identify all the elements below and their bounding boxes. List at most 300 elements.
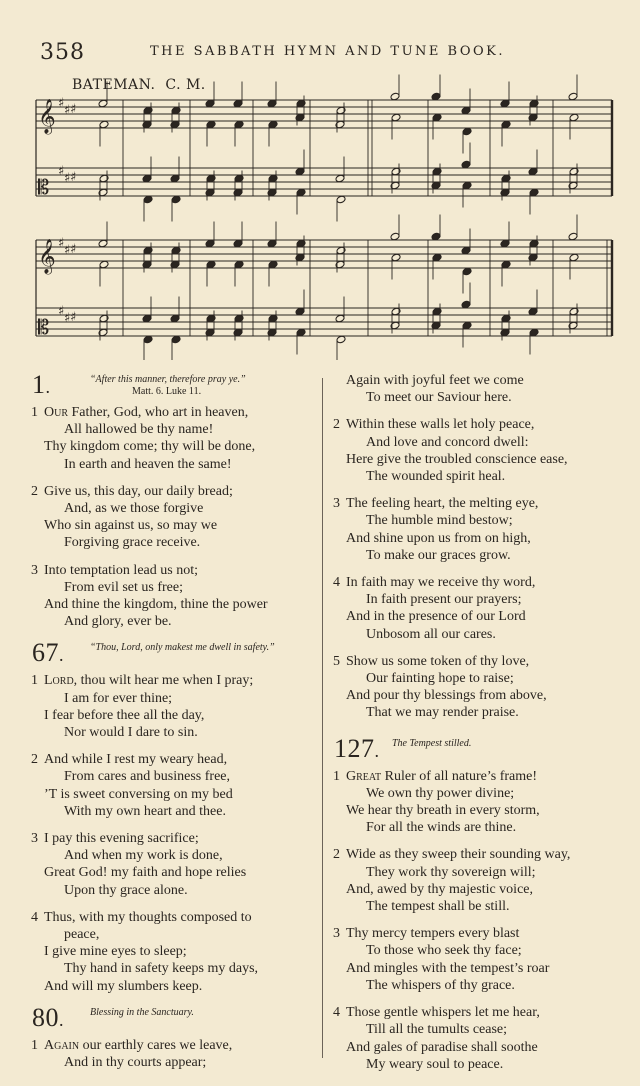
tenor-clef-icon: 𝄡 [38,175,50,199]
note-head [170,120,180,129]
note-head [170,174,180,183]
verse-text: I pay this evening sacrifice; [44,831,199,847]
verse-line [330,451,615,468]
hymn-header [28,372,320,404]
note-head [461,246,471,255]
verse-text: Wide as they sweep their sounding way, [346,847,571,863]
left-column [28,372,320,1081]
note-head [391,113,401,122]
verse-line [330,819,615,836]
music-score [0,0,640,360]
epigraph-text: Blessing in the Sanctuary. [90,1006,194,1018]
verse-text: And mingles with the tempest’s roar [346,960,550,976]
verse-line [330,704,615,721]
verse-text: And glory, ever be. [64,614,172,630]
sharp-icon: ♯ [64,243,71,258]
hymn-epigraph [90,374,246,398]
note-head [233,239,243,248]
note-head [206,174,216,183]
note-head [462,181,472,190]
verse-line [28,1037,320,1054]
verse-text: Our fainting hope to raise; [366,671,514,687]
verse-line [330,416,615,433]
verse-text: I fear before thee all the day, [44,707,205,723]
hymn-number: 1. [32,370,51,399]
verse-line [330,591,615,608]
verse-line [28,438,320,455]
verse-line [330,495,615,512]
note-head [295,253,305,262]
note-head [205,239,215,248]
verse-line [330,434,615,451]
verse-text: And in the presence of our Lord [346,609,526,625]
verse-text: Upon thy grace alone. [64,882,188,898]
verse-lead-word: Great [346,768,382,784]
verse-line [330,468,615,485]
verse-number: 5 [333,653,340,669]
verse-text: The tempest shall be still. [366,899,510,915]
epigraph-text: “Thou, Lord, only makest me dwell in safety.” [90,642,275,654]
note-head [461,160,471,169]
verse-text: Thus, with my thoughts composed to [44,909,252,925]
verse-line [330,977,615,994]
note-head [461,300,471,309]
note-head [268,174,278,183]
stanza [330,1004,615,1073]
verse-text: And love and concord dwell: [366,434,529,450]
note-head [296,239,306,248]
epigraph-text: The Tempest stilled. [392,737,472,749]
hymn-epigraph [90,1007,194,1019]
verse-line [330,530,615,547]
verse-line [330,925,615,942]
verse-line [28,613,320,630]
note-head [432,113,442,122]
note-head [390,92,400,101]
note-head [431,232,441,241]
stanza [28,1037,320,1071]
sharp-icon: ♯ [70,242,77,257]
stanza [330,574,615,643]
note-head [295,307,305,316]
note-head [431,92,441,101]
verse-text: our earthly cares we leave, [79,1037,233,1053]
verse-line [28,864,320,881]
verse-line [330,785,615,802]
verse-number: 1 [31,1037,38,1053]
note-head [390,232,400,241]
note-head [234,314,244,323]
sharp-icon: ♯ [70,102,77,117]
note-head [529,188,539,197]
stanza [330,416,615,485]
verse-line [28,847,320,864]
verse-text: I am for ever thine; [64,690,173,706]
note-head [267,239,277,248]
verse-line [28,404,320,421]
verse-text: Great God! my faith and hope relies [44,865,247,881]
stanza [330,653,615,722]
verse-line [28,751,320,768]
note-head [205,188,215,197]
note-head [205,99,215,108]
verse-number: 3 [333,496,340,512]
verse-text: , thou wilt hear me when I pray; [73,673,254,689]
note-head [143,195,153,204]
verse-text: And gales of paradise shall soothe [346,1039,538,1055]
verse-text: With my own heart and thee. [64,803,226,819]
stanza [28,404,320,473]
note-head [143,246,153,255]
verse-text: And in thy courts appear; [64,1055,207,1071]
note-head [431,181,441,190]
verse-line [28,960,320,977]
verse-text: From evil set us free; [64,579,183,595]
hymn-number: 67. [32,638,64,668]
verse-line [28,943,320,960]
note-head [569,253,579,262]
verse-text: To meet our Saviour here. [366,390,512,406]
verse-line [330,1004,615,1021]
verse-text: Again with joyful feet we come [346,373,524,388]
note-head [529,99,539,108]
hymn-epigraph [392,738,471,750]
verse-text: Thy kingdom come; thy will be done, [44,439,256,455]
verse-number: 1 [333,768,340,784]
note-head [234,120,244,129]
stanza [330,372,615,406]
note-head [99,174,109,183]
verse-text: Nor would I dare to sin. [64,725,198,741]
verse-number: 4 [333,575,340,591]
note-head [529,239,539,248]
hymn-number-value: 67 [32,638,59,668]
verse-number: 1 [31,405,38,420]
verse-lead-word: Our [44,405,69,420]
stanza [28,562,320,631]
note-head [171,246,181,255]
note-head [568,92,578,101]
note-head [171,195,181,204]
verse-text: In faith may we receive thy word, [346,575,536,591]
verse-line [330,898,615,915]
note-head [462,127,472,136]
verse-lead-word: Lord [44,673,74,689]
note-head [171,335,181,344]
verse-line [28,882,320,899]
verse-line [28,768,320,785]
note-head [206,314,216,323]
treble-clef-icon: 𝄞 [38,99,56,134]
verse-text: And will my slumbers keep. [44,978,203,994]
note-head [462,267,472,276]
verse-line [330,1056,615,1073]
sharp-icon: ♯ [58,96,65,111]
note-head [170,314,180,323]
note-head [233,328,243,337]
note-head [568,181,578,190]
stanza [330,846,615,915]
sharp-icon: ♯ [64,171,71,186]
verse-text: And pour thy blessings from above, [346,688,547,704]
verse-text: Show us some token of thy love, [346,653,530,669]
verse-text: Unbosom all our cares. [366,626,496,642]
note-head [99,120,109,129]
note-head [500,239,510,248]
note-head [99,260,109,269]
epigraph-text: “After this manner, therefore pray ye.” [90,374,246,385]
verse-line [330,846,615,863]
note-head [528,307,538,316]
verse-line [28,483,320,500]
note-head [500,99,510,108]
note-head [142,260,152,269]
note-head [500,328,510,337]
note-head [98,99,108,108]
note-head [206,120,216,129]
note-head [336,195,346,204]
verse-text: Thy mercy tempers every blast [346,926,520,942]
verse-text: Till all the tumults cease; [366,1022,508,1038]
verse-line [28,456,320,473]
note-head [335,120,345,129]
verse-text: Forgiving grace receive. [64,535,201,551]
stanza [330,495,615,564]
note-head [528,167,538,176]
verse-line [28,596,320,613]
tune-name: BATEMAN. [72,77,156,93]
note-head [98,239,108,248]
hymn-header [28,640,320,672]
verse-text: The whispers of thy grace. [366,977,515,993]
verse-number: 2 [333,417,340,433]
verse-lead-word: Again [44,1037,80,1053]
column-divider [322,378,323,1058]
verse-number: 1 [31,673,38,689]
verse-text: Into temptation lead us not; [44,562,198,578]
note-head [267,99,277,108]
hymn-number: 80. [32,1002,64,1032]
note-head [268,314,278,323]
verse-text: I give mine eyes to sleep; [44,944,187,960]
verse-text: From cares and business free, [64,769,231,785]
verse-line [28,534,320,551]
verse-line [28,803,320,820]
verse-text: Ruler of all nature’s frame! [381,768,538,784]
note-head [569,307,579,316]
verse-line [330,626,615,643]
note-head [336,246,346,255]
note-head [98,188,108,197]
stanza [28,909,320,995]
page-number: 358 [40,40,85,65]
verse-number: 3 [31,831,38,847]
verse-number: 3 [31,562,38,578]
verse-text: To those who seek thy face; [366,943,522,959]
note-head [391,307,401,316]
note-head [142,314,152,323]
verse-line [28,421,320,438]
verse-text: All hallowed be thy name! [64,422,214,438]
note-head [233,99,243,108]
verse-line [330,574,615,591]
verse-line [330,512,615,529]
verse-line [330,881,615,898]
verse-line [330,372,615,389]
verse-text: And when my work is done, [64,848,223,864]
verse-number: 4 [333,1005,340,1021]
verse-line [330,670,615,687]
note-head [296,328,306,337]
verse-line [330,1039,615,1056]
hymn-number-value: 127 [334,733,375,763]
note-head [500,188,510,197]
verse-text: My weary soul to peace. [366,1056,504,1072]
verse-text: Those gentle whispers let me hear, [346,1005,540,1021]
verse-text: To make our graces grow. [366,547,511,563]
verse-text: And, as we those forgive [64,501,204,517]
note-head [568,321,578,330]
note-head [462,321,472,330]
verse-text: For all the winds are thine. [366,820,517,836]
note-head [432,307,442,316]
verse-text: We own thy power divine; [366,785,515,801]
verse-line [28,926,320,943]
hymn-header [28,1002,320,1037]
hymn-epigraph [90,642,275,654]
verse-line [28,978,320,995]
running-title: THE SABBATH HYMN AND TUNE BOOK. [150,44,505,59]
stanza [28,672,320,741]
sharp-icon: ♯ [58,304,65,319]
note-head [143,335,153,344]
stanza [28,830,320,899]
note-head [143,106,153,115]
verse-text: The humble mind bestow; [366,513,513,529]
verse-line [330,864,615,881]
verse-line [330,1021,615,1038]
sharp-icon: ♯ [70,310,77,325]
note-head [267,188,277,197]
note-head [205,328,215,337]
hymn-header [330,733,615,768]
note-head [501,120,511,129]
right-column [330,372,615,1083]
note-head [267,328,277,337]
verse-line [28,830,320,847]
stanza [330,768,615,837]
verse-text: And thine the kingdom, thine the power [44,597,268,613]
verse-line [28,786,320,803]
verse-text: Father, God, who art in heaven, [68,405,249,420]
verse-line [330,547,615,564]
verse-text: Give us, this day, our daily bread; [44,483,233,499]
note-head [268,260,278,269]
verse-text: Who sin against us, so may we [44,518,218,534]
sharp-icon: ♯ [58,164,65,179]
verse-line [330,653,615,670]
note-head [98,328,108,337]
hymn-number-value: 80 [32,1002,59,1032]
verse-text: In earth and heaven the same! [64,456,232,472]
verse-text: Thy hand in safety keeps my days, [64,961,259,977]
verse-line [330,960,615,977]
verse-line [28,672,320,689]
note-head [390,321,400,330]
note-head [501,260,511,269]
note-head [170,260,180,269]
verse-text: ’T is sweet conversing on my bed [44,786,233,802]
verse-text: peace, [64,927,100,943]
verse-number: 2 [31,483,38,499]
note-head [295,167,305,176]
verse-line [28,579,320,596]
verse-line [28,562,320,579]
sharp-icon: ♯ [70,170,77,185]
verse-line [330,608,615,625]
note-head [296,188,306,197]
verse-text: The feeling heart, the melting eye, [346,496,539,512]
note-head [529,328,539,337]
verse-line [330,768,615,785]
note-head [296,99,306,108]
note-head [528,253,538,262]
verse-text: We hear thy breath in every storm, [346,803,540,819]
note-head [295,113,305,122]
verse-line [28,707,320,724]
note-head [335,314,345,323]
note-head [432,167,442,176]
note-head [268,120,278,129]
verse-text: And while I rest my weary head, [44,752,228,768]
note-head [431,321,441,330]
verse-line [28,690,320,707]
verse-text: Here give the troubled conscience ease, [346,451,568,467]
verse-text: That we may render praise. [366,705,519,721]
note-head [336,335,346,344]
tune-meter: C. M. [165,77,206,93]
verse-line [28,517,320,534]
sharp-icon: ♯ [64,103,71,118]
verse-text: The wounded spirit heal. [366,469,506,485]
verse-line [28,724,320,741]
note-head [335,174,345,183]
note-head [569,167,579,176]
note-head [461,106,471,115]
note-head [568,232,578,241]
verse-line [330,942,615,959]
stanza [330,925,615,994]
note-head [142,174,152,183]
verse-number: 2 [31,752,38,768]
verse-text: In faith present our prayers; [366,592,522,608]
note-head [206,260,216,269]
note-head [335,260,345,269]
note-head [233,188,243,197]
note-head [99,314,109,323]
note-head [569,113,579,122]
verse-line [28,909,320,926]
note-head [336,106,346,115]
verse-line [330,687,615,704]
note-head [142,120,152,129]
note-head [501,174,511,183]
note-head [501,314,511,323]
note-head [171,106,181,115]
sharp-icon: ♯ [64,311,71,326]
note-head [391,253,401,262]
treble-clef-icon: 𝄞 [38,239,56,274]
